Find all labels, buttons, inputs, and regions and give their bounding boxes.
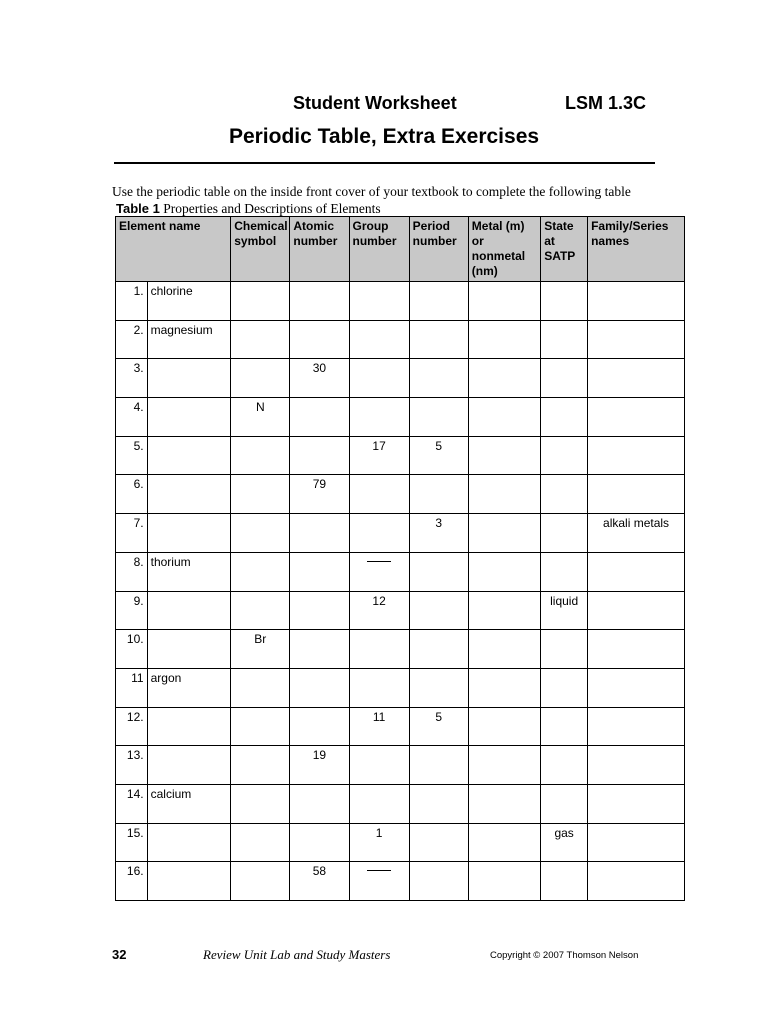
group-number-cell: 17 <box>349 436 409 475</box>
row-number: 7. <box>116 514 148 553</box>
family-series-cell <box>588 862 685 901</box>
family-series-cell <box>588 707 685 746</box>
element-name-cell: argon <box>147 668 231 707</box>
element-name-cell: magnesium <box>147 320 231 359</box>
period-number-cell: 3 <box>409 514 468 553</box>
element-name-cell <box>147 746 231 785</box>
group-number-cell <box>349 552 409 591</box>
chemical-symbol-cell <box>231 862 290 901</box>
chemical-symbol-cell <box>231 359 290 398</box>
table-row <box>116 746 685 785</box>
atomic-number-cell <box>290 552 349 591</box>
family-series-cell <box>588 475 685 514</box>
state-cell <box>541 668 588 707</box>
table-caption-label: Table 1 <box>116 201 160 216</box>
family-series-cell: alkali metals <box>588 514 685 553</box>
header-group-number: Group number <box>349 217 409 282</box>
table-row <box>116 630 685 669</box>
title-divider <box>114 162 655 164</box>
row-number: 1. <box>116 282 148 321</box>
row-number: 15. <box>116 823 148 862</box>
header-metal-nonmetal: Metal (m) or nonmetal (nm) <box>468 217 540 282</box>
chemical-symbol-cell <box>231 707 290 746</box>
atomic-number-cell: 79 <box>290 475 349 514</box>
family-series-cell <box>588 552 685 591</box>
period-number-cell <box>409 320 468 359</box>
metal-nonmetal-cell <box>468 630 540 669</box>
table-row <box>116 398 685 437</box>
chemical-symbol-cell <box>231 784 290 823</box>
atomic-number-cell: 30 <box>290 359 349 398</box>
elements-table <box>115 216 685 901</box>
family-series-cell <box>588 436 685 475</box>
atomic-number-cell <box>290 282 349 321</box>
element-name-cell <box>147 630 231 669</box>
period-number-cell <box>409 784 468 823</box>
period-number-cell <box>409 552 468 591</box>
period-number-cell: 5 <box>409 436 468 475</box>
state-cell <box>541 282 588 321</box>
period-number-cell <box>409 823 468 862</box>
chemical-symbol-cell: Br <box>231 630 290 669</box>
worksheet-label: Student Worksheet <box>293 93 457 113</box>
row-number: 16. <box>116 862 148 901</box>
header-atomic-number: Atomic number <box>290 217 349 282</box>
group-number-cell <box>349 862 409 901</box>
group-number-cell: 1 <box>349 823 409 862</box>
metal-nonmetal-cell <box>468 707 540 746</box>
header-family-series: Family/Series names <box>588 217 685 282</box>
row-number: 9. <box>116 591 148 630</box>
chemical-symbol-cell <box>231 552 290 591</box>
metal-nonmetal-cell <box>468 591 540 630</box>
copyright-notice: Copyright © 2007 Thomson Nelson <box>490 950 639 961</box>
table-row <box>116 320 685 359</box>
chemical-symbol-cell <box>231 746 290 785</box>
table-row <box>116 823 685 862</box>
atomic-number-cell <box>290 591 349 630</box>
chemical-symbol-cell <box>231 475 290 514</box>
group-number-cell: 12 <box>349 591 409 630</box>
metal-nonmetal-cell <box>468 514 540 553</box>
book-title: Review Unit Lab and Study Masters <box>203 947 391 962</box>
family-series-cell <box>588 591 685 630</box>
table-row <box>116 784 685 823</box>
element-name-cell <box>147 436 231 475</box>
group-number-cell <box>349 746 409 785</box>
row-number: 10. <box>116 630 148 669</box>
state-cell: gas <box>541 823 588 862</box>
table-row <box>116 707 685 746</box>
row-number: 4. <box>116 398 148 437</box>
family-series-cell <box>588 746 685 785</box>
not-applicable-dash <box>367 561 391 562</box>
metal-nonmetal-cell <box>468 784 540 823</box>
atomic-number-cell: 58 <box>290 862 349 901</box>
table-row <box>116 475 685 514</box>
state-cell <box>541 398 588 437</box>
atomic-number-cell <box>290 668 349 707</box>
atomic-number-cell <box>290 398 349 437</box>
metal-nonmetal-cell <box>468 552 540 591</box>
chemical-symbol-cell: N <box>231 398 290 437</box>
table-row <box>116 668 685 707</box>
metal-nonmetal-cell <box>468 475 540 514</box>
table-row <box>116 359 685 398</box>
period-number-cell: 5 <box>409 707 468 746</box>
table-header-row <box>116 217 685 282</box>
atomic-number-cell <box>290 320 349 359</box>
element-name-cell <box>147 359 231 398</box>
period-number-cell <box>409 398 468 437</box>
element-name-cell <box>147 823 231 862</box>
chemical-symbol-cell <box>231 282 290 321</box>
period-number-cell <box>409 475 468 514</box>
element-name-cell: calcium <box>147 784 231 823</box>
period-number-cell <box>409 746 468 785</box>
family-series-cell <box>588 282 685 321</box>
element-name-cell <box>147 398 231 437</box>
period-number-cell <box>409 282 468 321</box>
state-cell <box>541 862 588 901</box>
period-number-cell <box>409 591 468 630</box>
family-series-cell <box>588 359 685 398</box>
atomic-number-cell: 19 <box>290 746 349 785</box>
group-number-cell <box>349 359 409 398</box>
state-cell <box>541 359 588 398</box>
element-name-cell <box>147 707 231 746</box>
element-name-cell <box>147 591 231 630</box>
element-name-cell <box>147 514 231 553</box>
state-cell <box>541 784 588 823</box>
element-name-cell <box>147 862 231 901</box>
metal-nonmetal-cell <box>468 398 540 437</box>
table-caption <box>116 201 381 217</box>
state-cell <box>541 320 588 359</box>
family-series-cell <box>588 784 685 823</box>
group-number-cell <box>349 630 409 669</box>
group-number-cell <box>349 514 409 553</box>
group-number-cell <box>349 282 409 321</box>
row-number: 13. <box>116 746 148 785</box>
element-name-cell: chlorine <box>147 282 231 321</box>
chemical-symbol-cell <box>231 591 290 630</box>
atomic-number-cell <box>290 630 349 669</box>
atomic-number-cell <box>290 823 349 862</box>
worksheet-code: LSM 1.3C <box>565 93 647 113</box>
atomic-number-cell <box>290 436 349 475</box>
row-number: 2. <box>116 320 148 359</box>
table-row <box>116 591 685 630</box>
table-row <box>116 514 685 553</box>
not-applicable-dash <box>367 870 391 871</box>
row-number: 5. <box>116 436 148 475</box>
metal-nonmetal-cell <box>468 320 540 359</box>
group-number-cell <box>349 475 409 514</box>
metal-nonmetal-cell <box>468 359 540 398</box>
header-element-name: Element name <box>116 217 231 282</box>
group-number-cell: 11 <box>349 707 409 746</box>
family-series-cell <box>588 630 685 669</box>
family-series-cell <box>588 320 685 359</box>
element-name-cell <box>147 475 231 514</box>
instructions-text: Use the periodic table on the inside front cover of your textbook to complete the following table <box>112 184 631 199</box>
metal-nonmetal-cell <box>468 436 540 475</box>
row-number: 12. <box>116 707 148 746</box>
group-number-cell <box>349 320 409 359</box>
row-number: 14. <box>116 784 148 823</box>
atomic-number-cell <box>290 707 349 746</box>
state-cell <box>541 436 588 475</box>
page-number: 32 <box>112 947 127 962</box>
period-number-cell <box>409 630 468 669</box>
element-name-cell: thorium <box>147 552 231 591</box>
state-cell <box>541 746 588 785</box>
period-number-cell <box>409 359 468 398</box>
chemical-symbol-cell <box>231 823 290 862</box>
chemical-symbol-cell <box>231 320 290 359</box>
chemical-symbol-cell <box>231 668 290 707</box>
atomic-number-cell <box>290 514 349 553</box>
metal-nonmetal-cell <box>468 668 540 707</box>
atomic-number-cell <box>290 784 349 823</box>
group-number-cell <box>349 784 409 823</box>
table-row <box>116 436 685 475</box>
header-state-satp: State at SATP <box>541 217 588 282</box>
page-title: Periodic Table, Extra Exercises <box>228 125 540 148</box>
table-row <box>116 552 685 591</box>
period-number-cell <box>409 668 468 707</box>
state-cell <box>541 552 588 591</box>
chemical-symbol-cell <box>231 514 290 553</box>
table-row <box>116 282 685 321</box>
family-series-cell <box>588 398 685 437</box>
family-series-cell <box>588 668 685 707</box>
period-number-cell <box>409 862 468 901</box>
group-number-cell <box>349 398 409 437</box>
state-cell <box>541 475 588 514</box>
state-cell <box>541 707 588 746</box>
chemical-symbol-cell <box>231 436 290 475</box>
row-number: 3. <box>116 359 148 398</box>
row-number: 8. <box>116 552 148 591</box>
row-number: 6. <box>116 475 148 514</box>
metal-nonmetal-cell <box>468 823 540 862</box>
header-period-number: Period number <box>409 217 468 282</box>
group-number-cell <box>349 668 409 707</box>
state-cell <box>541 514 588 553</box>
table-row <box>116 862 685 901</box>
state-cell: liquid <box>541 591 588 630</box>
metal-nonmetal-cell <box>468 746 540 785</box>
metal-nonmetal-cell <box>468 282 540 321</box>
family-series-cell <box>588 823 685 862</box>
metal-nonmetal-cell <box>468 862 540 901</box>
row-number: 11 <box>116 668 148 707</box>
state-cell <box>541 630 588 669</box>
table-caption-text: Properties and Descriptions of Elements <box>159 201 381 216</box>
header-chemical-symbol: Chemical symbol <box>231 217 290 282</box>
